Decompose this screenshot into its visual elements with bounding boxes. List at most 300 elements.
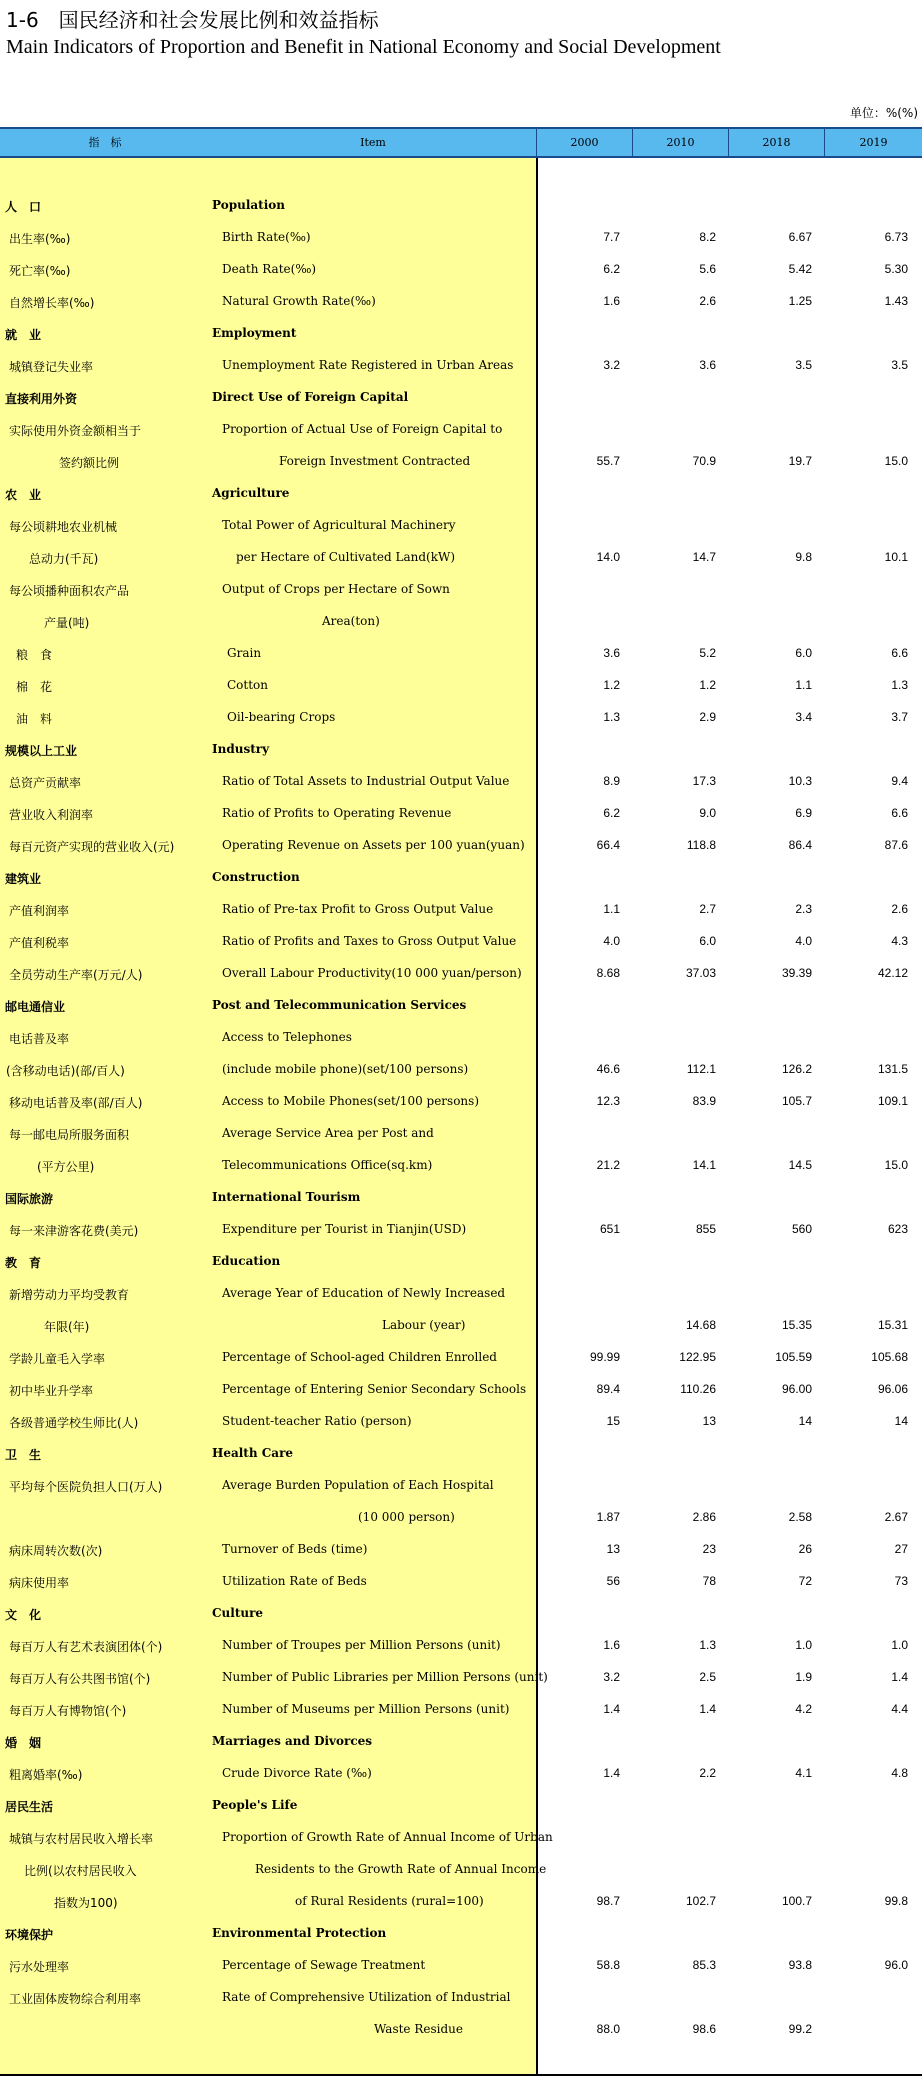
table-row	[0, 1150, 922, 1182]
indicator-name-en: Rate of Comprehensive Utilization of Industrial	[222, 1990, 511, 2004]
indicator-name-en: Ratio of Total Assets to Industrial Output Value	[222, 774, 510, 788]
value-cell-2018: 19.7	[788, 454, 812, 468]
table-row	[0, 638, 922, 670]
indicator-name-cn: 年限(年)	[44, 1320, 90, 1334]
value-cell-2000: 8.68	[596, 966, 620, 980]
table-row	[0, 1118, 922, 1150]
value-cell-2018: 1.0	[795, 1638, 812, 1652]
indicator-name-cn: 移动电话普及率(部/百人)	[9, 1096, 143, 1110]
indicator-name-cn: 每百元资产实现的营业收入(元)	[9, 840, 175, 854]
value-cell-2019: 42.12	[877, 966, 908, 980]
value-cell-2010: 2.7	[699, 902, 716, 916]
indicator-name-en: Turnover of Beds (time)	[222, 1542, 368, 1556]
header-year-2019: 2019	[859, 136, 888, 149]
section-row	[0, 1182, 922, 1214]
value-cell-2018: 96.00	[781, 1382, 812, 1396]
section-title-cn: 邮电通信业	[5, 1000, 66, 1014]
value-cell-2019: 3.7	[891, 710, 908, 724]
table-row	[0, 670, 922, 702]
section-title-en: Employment	[212, 326, 297, 340]
indicator-name-cn: 病床周转次数(次)	[9, 1544, 103, 1558]
table-row	[0, 446, 922, 478]
section-row	[0, 1790, 922, 1822]
page-title-english: Main Indicators of Proportion and Benefit in National Economy and Social Development	[6, 36, 721, 58]
header-year-2018: 2018	[762, 136, 791, 149]
value-cell-2000: 3.2	[603, 358, 620, 372]
table-row	[0, 1278, 922, 1310]
value-cell-2019: 4.8	[891, 1766, 908, 1780]
table-header	[0, 127, 922, 158]
indicator-name-cn: 全员劳动生产率(万元/人)	[9, 968, 143, 982]
value-cell-2018: 560	[791, 1222, 812, 1236]
value-cell-2019: 99.8	[884, 1894, 908, 1908]
section-row	[0, 1918, 922, 1950]
value-cell-2010: 14.7	[692, 550, 716, 564]
table-row	[0, 1950, 922, 1982]
indicator-name-cn: 城镇登记失业率	[9, 360, 94, 374]
indicator-name-en: Cotton	[227, 678, 269, 692]
value-cell-2018: 6.0	[795, 646, 812, 660]
value-cell-2010: 2.6	[699, 294, 716, 308]
value-cell-2010: 37.03	[685, 966, 716, 980]
value-cell-2010: 102.7	[685, 1894, 716, 1908]
value-cell-2019: 6.6	[891, 806, 908, 820]
indicator-name-cn: 产值利润率	[9, 904, 70, 918]
value-cell-2019: 10.1	[884, 550, 908, 564]
table-row	[0, 2014, 922, 2046]
page-title-chinese: 1-6 国民经济和社会发展比例和效益指标	[6, 8, 379, 32]
indicator-name-en: Access to Telephones	[222, 1030, 352, 1044]
section-title-en: Post and Telecommunication Services	[212, 998, 467, 1012]
indicator-name-en: Average Year of Education of Newly Increased	[222, 1286, 506, 1300]
value-cell-2000: 1.4	[603, 1766, 620, 1780]
table-row	[0, 286, 922, 318]
value-cell-2010: 2.86	[692, 1510, 716, 1524]
table-row	[0, 894, 922, 926]
table-row	[0, 766, 922, 798]
table-row	[0, 1886, 922, 1918]
value-cell-2010: 98.6	[692, 2022, 716, 2036]
indicator-name-cn: 比例(以农村居民收入	[24, 1864, 137, 1878]
indicator-name-cn: 新增劳动力平均受教育	[9, 1288, 130, 1302]
section-title-cn: 教 育	[5, 1256, 42, 1270]
indicator-name-cn: 签约额比例	[59, 456, 120, 470]
value-cell-2000: 88.0	[596, 2022, 620, 2036]
value-cell-2010: 9.0	[699, 806, 716, 820]
indicator-name-en: Output of Crops per Hectare of Sown	[222, 582, 450, 596]
indicator-name-cn: 棉 花	[16, 680, 53, 694]
indicator-name-cn: 总动力(千瓦)	[29, 552, 99, 566]
section-row	[0, 190, 922, 222]
section-title-en: Population	[212, 198, 285, 212]
indicator-name-en: Area(ton)	[322, 614, 380, 628]
value-cell-2018: 4.2	[795, 1702, 812, 1716]
table-row	[0, 1566, 922, 1598]
indicator-name-en: Number of Public Libraries per Million Persons (unit)	[222, 1670, 548, 1684]
value-cell-2019: 9.4	[891, 774, 908, 788]
value-cell-2000: 4.0	[603, 934, 620, 948]
value-cell-2018: 72	[798, 1574, 812, 1588]
indicator-name-en: Natural Growth Rate(‰)	[222, 294, 376, 308]
indicator-name-cn: 营业收入利润率	[9, 808, 94, 822]
section-row	[0, 478, 922, 510]
value-cell-2010: 2.9	[699, 710, 716, 724]
indicator-name-en: Labour (year)	[382, 1318, 466, 1332]
indicator-name-en: Telecommunications Office(sq.km)	[222, 1158, 433, 1172]
table-row	[0, 702, 922, 734]
indicator-name-cn: (含移动电话)(部/百人)	[6, 1064, 125, 1078]
value-cell-2000: 13	[606, 1542, 620, 1556]
indicator-name-cn: 每公顷耕地农业机械	[9, 520, 118, 534]
table-row	[0, 606, 922, 638]
value-cell-2018: 86.4	[788, 838, 812, 852]
value-cell-2000: 1.4	[603, 1702, 620, 1716]
section-title-cn: 建筑业	[5, 872, 42, 886]
section-title-cn: 婚 姻	[5, 1736, 42, 1750]
value-cell-2018: 9.8	[795, 550, 812, 564]
table-row	[0, 1822, 922, 1854]
value-cell-2019: 623	[887, 1222, 908, 1236]
value-cell-2018: 126.2	[781, 1062, 812, 1076]
indicator-name-cn: 每一来津游客花费(美元)	[9, 1224, 139, 1238]
table-row	[0, 574, 922, 606]
indicator-name-en: Average Burden Population of Each Hospital	[222, 1478, 494, 1492]
section-title-en: Construction	[212, 870, 300, 884]
value-cell-2018: 3.5	[795, 358, 812, 372]
value-cell-2010: 14.1	[692, 1158, 716, 1172]
value-cell-2010: 13	[702, 1414, 716, 1428]
section-row	[0, 382, 922, 414]
indicator-name-en: Number of Troupes per Million Persons (unit)	[222, 1638, 501, 1652]
table-row	[0, 1758, 922, 1790]
value-cell-2019: 15.0	[884, 1158, 908, 1172]
value-cell-2019: 1.0	[891, 1638, 908, 1652]
table-row	[0, 1854, 922, 1886]
indicator-name-en: Expenditure per Tourist in Tianjin(USD)	[222, 1222, 467, 1236]
indicator-name-cn: 产值利税率	[9, 936, 70, 950]
header-year-2000: 2000	[570, 136, 599, 149]
section-row	[0, 1246, 922, 1278]
value-cell-2000: 21.2	[596, 1158, 620, 1172]
indicator-name-cn: 实际使用外资金额相当于	[9, 424, 142, 438]
indicator-name-en: Death Rate(‰)	[222, 262, 317, 276]
indicator-name-cn: 产量(吨)	[44, 616, 90, 630]
indicator-name-en: of Rural Residents (rural=100)	[295, 1894, 484, 1908]
value-cell-2000: 651	[599, 1222, 620, 1236]
value-cell-2010: 78	[702, 1574, 716, 1588]
table-row	[0, 1374, 922, 1406]
indicator-name-cn: 初中毕业升学率	[9, 1384, 94, 1398]
section-row	[0, 862, 922, 894]
value-cell-2000: 1.87	[596, 1510, 620, 1524]
indicator-name-en: Proportion of Growth Rate of Annual Income of Urban	[222, 1830, 553, 1844]
indicator-name-cn: (平方公里)	[37, 1160, 95, 1174]
value-cell-2018: 1.9	[795, 1670, 812, 1684]
indicator-name-en: Residents to the Growth Rate of Annual Income	[255, 1862, 547, 1876]
indicator-name-cn: 总资产贡献率	[9, 776, 82, 790]
section-title-cn: 规模以上工业	[5, 744, 78, 758]
value-cell-2019: 1.4	[891, 1670, 908, 1684]
value-cell-2000: 1.6	[603, 1638, 620, 1652]
value-cell-2000: 98.7	[596, 1894, 620, 1908]
value-cell-2018: 39.39	[781, 966, 812, 980]
value-cell-2018: 4.0	[795, 934, 812, 948]
value-cell-2000: 99.99	[589, 1350, 620, 1364]
value-cell-2019: 3.5	[891, 358, 908, 372]
table-row	[0, 798, 922, 830]
indicator-name-en: per Hectare of Cultivated Land(kW)	[236, 550, 455, 564]
header-indicator-cn: 指 标	[88, 136, 122, 149]
section-row	[0, 1438, 922, 1470]
indicator-name-en: Grain	[227, 646, 262, 660]
value-cell-2018: 5.42	[788, 262, 812, 276]
indicator-name-en: Average Service Area per Post and	[222, 1126, 434, 1140]
value-cell-2018: 2.58	[788, 1510, 812, 1524]
value-cell-2018: 14	[798, 1414, 812, 1428]
value-cell-2010: 122.95	[679, 1350, 716, 1364]
table-row	[0, 1630, 922, 1662]
value-cell-2010: 14.68	[685, 1318, 716, 1332]
value-cell-2010: 1.3	[699, 1638, 716, 1652]
value-cell-2000: 1.2	[603, 678, 620, 692]
value-cell-2018: 2.3	[795, 902, 812, 916]
indicator-name-en: Crude Divorce Rate (‰)	[222, 1766, 372, 1780]
value-cell-2000: 46.6	[596, 1062, 620, 1076]
table-row	[0, 1502, 922, 1534]
indicator-name-en: Percentage of School-aged Children Enrolled	[222, 1350, 497, 1364]
section-title-cn: 就 业	[5, 328, 42, 342]
table-row	[0, 222, 922, 254]
value-cell-2000: 6.2	[603, 262, 620, 276]
value-cell-2019: 6.6	[891, 646, 908, 660]
table-row	[0, 350, 922, 382]
indicator-name-cn: 油 料	[16, 712, 53, 726]
indicator-name-en: Ratio of Profits to Operating Revenue	[222, 806, 452, 820]
value-cell-2000: 56	[606, 1574, 620, 1588]
table-row	[0, 542, 922, 574]
indicator-name-cn: 出生率(‰)	[9, 232, 71, 246]
value-cell-2010: 5.6	[699, 262, 716, 276]
indicator-name-en: Foreign Investment Contracted	[279, 454, 471, 468]
table-row	[0, 1534, 922, 1566]
section-title-en: Environmental Protection	[212, 1926, 387, 1940]
value-cell-2019: 1.43	[884, 294, 908, 308]
table-row	[0, 830, 922, 862]
indicator-name-en: Utilization Rate of Beds	[222, 1574, 367, 1588]
indicator-name-cn: 平均每个医院负担人口(万人)	[9, 1480, 163, 1494]
section-row	[0, 734, 922, 766]
section-title-cn: 直接利用外资	[5, 392, 78, 406]
value-cell-2018: 6.9	[795, 806, 812, 820]
table-row	[0, 1214, 922, 1246]
value-cell-2000: 12.3	[596, 1094, 620, 1108]
value-cell-2019: 96.06	[877, 1382, 908, 1396]
indicator-name-cn: 污水处理率	[9, 1960, 70, 1974]
value-cell-2019: 96.0	[884, 1958, 908, 1972]
indicator-name-en: (include mobile phone)(set/100 persons)	[222, 1062, 469, 1076]
section-title-en: People's Life	[212, 1798, 298, 1812]
indicator-name-cn: 每百万人有博物馆(个)	[9, 1704, 127, 1718]
value-cell-2000: 66.4	[596, 838, 620, 852]
table-row	[0, 1982, 922, 2014]
value-cell-2019: 109.1	[877, 1094, 908, 1108]
value-cell-2000: 3.2	[603, 1670, 620, 1684]
header-year-2010: 2010	[666, 136, 695, 149]
indicator-name-en: Number of Museums per Million Persons (unit)	[222, 1702, 510, 1716]
section-title-en: Industry	[212, 742, 270, 756]
table-row	[0, 1086, 922, 1118]
value-cell-2000: 1.3	[603, 710, 620, 724]
indicator-name-cn: 病床使用率	[9, 1576, 70, 1590]
table-body	[0, 190, 922, 2046]
indicator-name-cn: 每一邮电局所服务面积	[9, 1128, 130, 1142]
indicator-name-cn: 每公顷播种面积农产品	[9, 584, 130, 598]
value-cell-2019: 15.0	[884, 454, 908, 468]
value-cell-2019: 15.31	[877, 1318, 908, 1332]
value-cell-2010: 83.9	[692, 1094, 716, 1108]
indicator-name-cn: 学龄儿童毛入学率	[9, 1352, 106, 1366]
value-cell-2000: 15	[606, 1414, 620, 1428]
value-cell-2010: 8.2	[699, 230, 716, 244]
value-cell-2000: 7.7	[603, 230, 620, 244]
indicator-name-en: Percentage of Entering Senior Secondary Schools	[222, 1382, 527, 1396]
section-title-en: Culture	[212, 1606, 264, 1620]
indicator-name-cn: 每百万人有艺术表演团体(个)	[9, 1640, 163, 1654]
value-cell-2018: 1.25	[788, 294, 812, 308]
section-title-cn: 人 口	[5, 200, 42, 214]
table-row	[0, 1470, 922, 1502]
value-cell-2010: 118.8	[686, 838, 716, 852]
value-cell-2000: 58.8	[596, 1958, 620, 1972]
value-cell-2018: 10.3	[788, 774, 812, 788]
value-cell-2019: 1.3	[891, 678, 908, 692]
section-title-cn: 文 化	[5, 1608, 42, 1622]
section-row	[0, 318, 922, 350]
indicator-name-en: (10 000 person)	[358, 1510, 455, 1524]
value-cell-2018: 3.4	[795, 710, 812, 724]
value-cell-2019: 131.5	[877, 1062, 908, 1076]
value-cell-2010: 70.9	[692, 454, 716, 468]
value-cell-2010: 2.2	[699, 1766, 716, 1780]
value-cell-2000: 6.2	[603, 806, 620, 820]
value-cell-2010: 85.3	[692, 1958, 716, 1972]
indicator-name-cn: 死亡率(‰)	[9, 264, 71, 278]
value-cell-2010: 5.2	[699, 646, 716, 660]
value-cell-2018: 1.1	[795, 678, 812, 692]
section-title-cn: 国际旅游	[5, 1192, 54, 1206]
value-cell-2018: 105.7	[781, 1094, 812, 1108]
value-cell-2000: 55.7	[596, 454, 620, 468]
section-title-en: Agriculture	[212, 486, 290, 500]
value-cell-2010: 17.3	[692, 774, 716, 788]
indicator-name-cn: 每百万人有公共图书馆(个)	[9, 1672, 151, 1686]
indicator-name-cn: 城镇与农村居民收入增长率	[9, 1832, 154, 1846]
section-title-cn: 环境保护	[5, 1928, 54, 1942]
value-cell-2018: 105.59	[775, 1350, 812, 1364]
section-title-cn: 居民生活	[5, 1800, 54, 1814]
section-title-cn: 卫 生	[5, 1448, 42, 1462]
table-row	[0, 1662, 922, 1694]
table-row	[0, 958, 922, 990]
value-cell-2019: 5.30	[884, 262, 908, 276]
table-row	[0, 926, 922, 958]
indicator-name-cn: 电话普及率	[9, 1032, 70, 1046]
value-cell-2018: 26	[798, 1542, 812, 1556]
value-cell-2019: 27	[894, 1542, 908, 1556]
table-row	[0, 1342, 922, 1374]
section-title-en: Education	[212, 1254, 281, 1268]
indicator-name-cn: 各级普通学校生师比(人)	[9, 1416, 139, 1430]
value-cell-2019: 87.6	[884, 838, 908, 852]
value-cell-2018: 93.8	[788, 1958, 812, 1972]
value-cell-2018: 99.2	[788, 2022, 812, 2036]
section-row	[0, 990, 922, 1022]
section-title-en: Direct Use of Foreign Capital	[212, 390, 409, 404]
header-item: Item	[360, 136, 386, 149]
indicator-name-cn: 工业固体废物综合利用率	[9, 1992, 142, 2006]
value-cell-2010: 1.4	[699, 1702, 716, 1716]
value-cell-2000: 3.6	[603, 646, 620, 660]
value-cell-2010: 3.6	[699, 358, 716, 372]
value-cell-2018: 14.5	[788, 1158, 812, 1172]
indicator-name-en: Student-teacher Ratio (person)	[222, 1414, 412, 1428]
table-row	[0, 1022, 922, 1054]
section-title-en: Marriages and Divorces	[212, 1734, 373, 1748]
section-row	[0, 1598, 922, 1630]
indicator-name-en: Unemployment Rate Registered in Urban Areas	[222, 358, 514, 372]
value-cell-2018: 15.35	[781, 1318, 812, 1332]
indicator-name-cn: 指数为100)	[54, 1896, 118, 1910]
value-cell-2019: 4.3	[891, 934, 908, 948]
table-row	[0, 1406, 922, 1438]
value-cell-2000: 14.0	[596, 550, 620, 564]
value-cell-2019: 73	[894, 1574, 908, 1588]
table-row	[0, 414, 922, 446]
value-cell-2018: 6.67	[788, 230, 812, 244]
indicator-name-cn: 自然增长率(‰)	[9, 296, 95, 310]
value-cell-2010: 1.2	[699, 678, 716, 692]
value-cell-2000: 1.1	[603, 902, 620, 916]
value-cell-2019: 4.4	[891, 1702, 908, 1716]
indicator-name-en: Birth Rate(‰)	[222, 230, 311, 244]
section-row	[0, 1726, 922, 1758]
value-cell-2000: 1.6	[603, 294, 620, 308]
section-title-en: International Tourism	[212, 1190, 361, 1204]
indicator-name-en: Total Power of Agricultural Machinery	[222, 518, 456, 532]
value-cell-2018: 4.1	[795, 1766, 812, 1780]
section-title-en: Health Care	[212, 1446, 294, 1460]
indicator-name-en: Waste Residue	[374, 2022, 463, 2036]
indicator-name-en: Operating Revenue on Assets per 100 yuan(yuan)	[222, 838, 525, 852]
value-cell-2000: 8.9	[603, 774, 620, 788]
table-row	[0, 1054, 922, 1086]
indicator-name-cn: 粮 食	[16, 648, 53, 662]
table-row	[0, 1310, 922, 1342]
indicator-name-en: Overall Labour Productivity(10 000 yuan/person)	[222, 966, 522, 980]
indicator-name-en: Proportion of Actual Use of Foreign Capital to	[222, 422, 503, 436]
value-cell-2010: 6.0	[699, 934, 716, 948]
table-bottom-border	[0, 2074, 922, 2076]
indicator-name-en: Ratio of Profits and Taxes to Gross Output Value	[222, 934, 517, 948]
table-row	[0, 254, 922, 286]
value-cell-2019: 2.67	[884, 1510, 908, 1524]
value-cell-2019: 6.73	[884, 230, 908, 244]
indicator-name-en: Ratio of Pre-tax Profit to Gross Output Value	[222, 902, 494, 916]
value-cell-2000: 89.4	[596, 1382, 620, 1396]
value-cell-2019: 2.6	[891, 902, 908, 916]
table-row	[0, 1694, 922, 1726]
value-cell-2010: 110.26	[680, 1382, 716, 1396]
